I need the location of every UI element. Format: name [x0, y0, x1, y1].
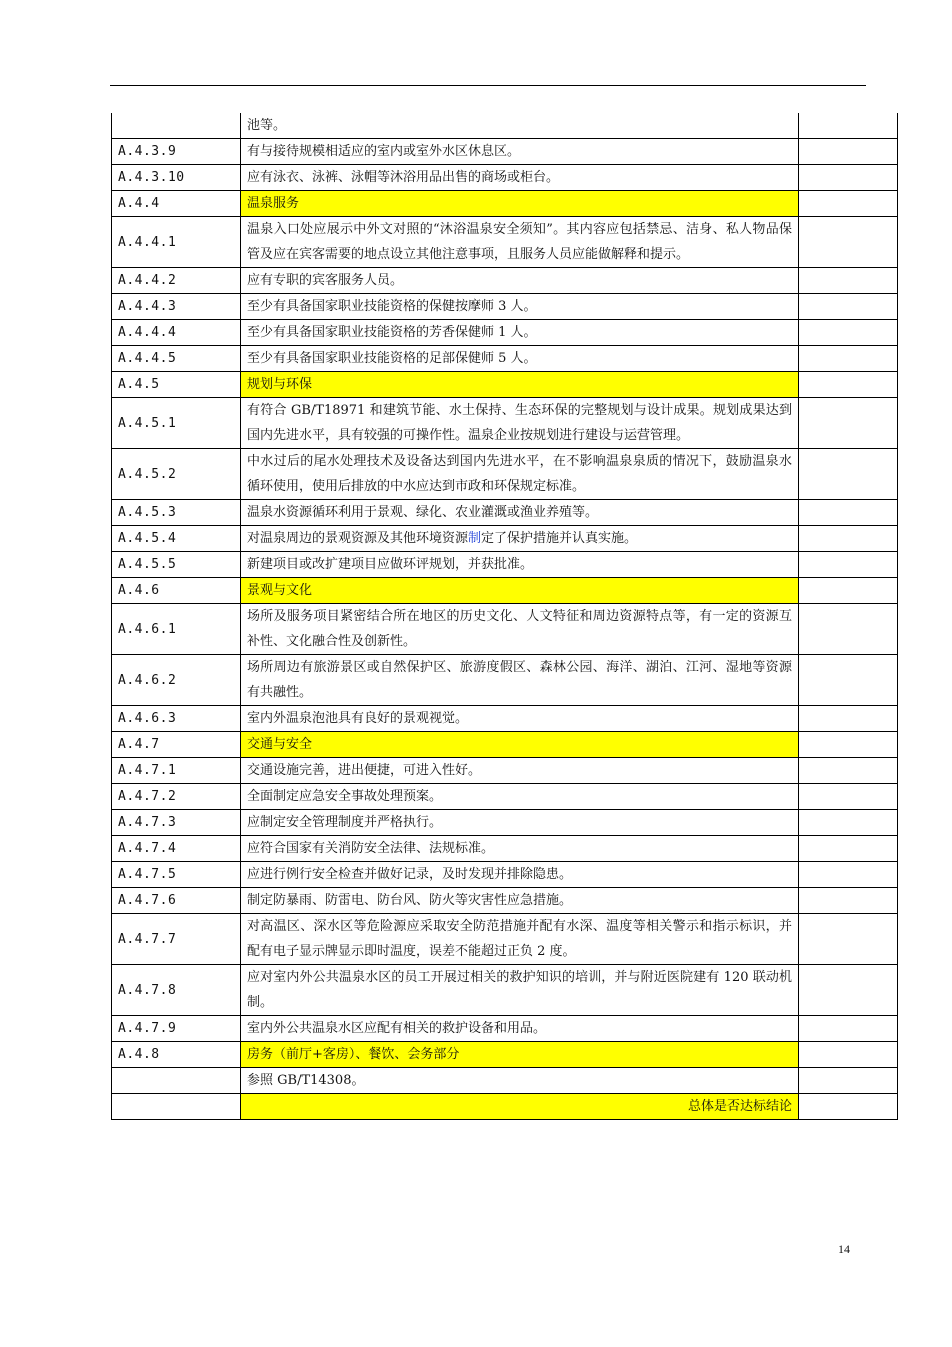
item-code: A.4.3.10 [112, 165, 241, 191]
item-code: A.4.7.5 [112, 862, 241, 888]
overall-conclusion-row [112, 1094, 898, 1120]
item-text [241, 526, 799, 552]
item-code [112, 1068, 241, 1094]
result-cell [799, 165, 898, 191]
item-text: 对高温区、深水区等危险源应采取安全防范措施并配有水深、温度等相关警示和指示标识，并配有电子显示牌显示即时温度，误差不能超过正负 2 度。 [241, 914, 799, 965]
item-text: 至少有具备国家职业技能资格的足部保健师 5 人。 [241, 346, 799, 372]
item-text-part: 定了保护措施并认真实施。 [481, 531, 638, 546]
section-row-planning-environment [112, 372, 898, 398]
table-row [112, 500, 898, 526]
section-code: A.4.5 [112, 372, 241, 398]
item-text: 全面制定应急安全事故处理预案。 [241, 784, 799, 810]
table-row [112, 449, 898, 500]
table-row [112, 655, 898, 706]
item-code: A.4.7.6 [112, 888, 241, 914]
item-code: A.4.4.3 [112, 294, 241, 320]
result-cell [799, 526, 898, 552]
result-cell [799, 552, 898, 578]
item-text: 室内外公共温泉水区应配有相关的救护设备和用品。 [241, 1016, 799, 1042]
result-cell [799, 862, 898, 888]
item-code: A.4.5.4 [112, 526, 241, 552]
result-cell [799, 888, 898, 914]
item-code: A.4.5.5 [112, 552, 241, 578]
item-text: 室内外温泉泡池具有良好的景观视觉。 [241, 706, 799, 732]
result-cell [799, 294, 898, 320]
result-cell [799, 191, 898, 217]
result-cell [799, 320, 898, 346]
table-row [112, 888, 898, 914]
section-row-traffic-safety [112, 732, 898, 758]
item-code: A.4.5.1 [112, 398, 241, 449]
item-code [112, 1094, 241, 1120]
item-text: 新建项目或改扩建项目应做环评规划，并获批准。 [241, 552, 799, 578]
table-row [112, 346, 898, 372]
result-cell [799, 1094, 898, 1120]
section-title: 规划与环保 [241, 372, 799, 398]
item-text: 应有泳衣、泳裤、泳帽等沐浴用品出售的商场或柜台。 [241, 165, 799, 191]
item-text: 应符合国家有关消防安全法律、法规标准。 [241, 836, 799, 862]
header-rule [110, 85, 866, 86]
item-code: A.4.7.1 [112, 758, 241, 784]
table-row [112, 1016, 898, 1042]
item-code: A.4.7.2 [112, 784, 241, 810]
table-row [112, 268, 898, 294]
item-text: 温泉入口处应展示中外文对照的“沐浴温泉安全须知”。其内容应包括禁忌、洁身、私人物品保管及应在宾客需要的地点设立其他注意事项，且服务人员应能做解释和提示。 [241, 217, 799, 268]
result-cell [799, 1068, 898, 1094]
table-row [112, 1068, 898, 1094]
table-row [112, 217, 898, 268]
table-row [112, 914, 898, 965]
section-title: 景观与文化 [241, 578, 799, 604]
result-cell [799, 758, 898, 784]
table-row [112, 552, 898, 578]
result-cell [799, 449, 898, 500]
table-row [112, 965, 898, 1016]
table-row [112, 836, 898, 862]
result-cell [799, 604, 898, 655]
result-cell [799, 810, 898, 836]
item-code: A.4.6.1 [112, 604, 241, 655]
item-code: A.4.4.4 [112, 320, 241, 346]
item-text: 应制定安全管理制度并严格执行。 [241, 810, 799, 836]
item-code: A.4.7.8 [112, 965, 241, 1016]
result-cell [799, 784, 898, 810]
item-text: 温泉水资源循环利用于景观、绿化、农业灌溉或渔业养殖等。 [241, 500, 799, 526]
section-code: A.4.7 [112, 732, 241, 758]
result-cell [799, 398, 898, 449]
result-cell [799, 914, 898, 965]
section-row-hot-spring-service [112, 191, 898, 217]
result-cell [799, 372, 898, 398]
section-title: 温泉服务 [241, 191, 799, 217]
table-row [112, 165, 898, 191]
table-row [112, 862, 898, 888]
result-cell [799, 139, 898, 165]
item-code: A.4.5.3 [112, 500, 241, 526]
item-text: 有符合 GB/T18971 和建筑节能、水土保持、生态环保的完整规划与设计成果。规划成果达到国内先进水平，具有较强的可操作性。温泉企业按规划进行建设与运营管理。 [241, 398, 799, 449]
table-row [112, 810, 898, 836]
item-code: A.4.7.3 [112, 810, 241, 836]
item-text-part: 对温泉周边的景观资源及其他环境资源 [247, 531, 469, 546]
item-code: A.4.3.9 [112, 139, 241, 165]
result-cell [799, 1016, 898, 1042]
item-code: A.4.4.1 [112, 217, 241, 268]
item-code: A.4.6.2 [112, 655, 241, 706]
item-code: A.4.5.2 [112, 449, 241, 500]
item-code: A.4.4.2 [112, 268, 241, 294]
result-cell [799, 217, 898, 268]
result-cell [799, 113, 898, 139]
result-cell [799, 836, 898, 862]
result-cell [799, 268, 898, 294]
item-text: 有与接待规模相适应的室内或室外水区休息区。 [241, 139, 799, 165]
table-row [112, 706, 898, 732]
item-text: 交通设施完善，进出便捷，可进入性好。 [241, 758, 799, 784]
item-code [112, 113, 241, 139]
item-text: 应对室内外公共温泉水区的员工开展过相关的救护知识的培训，并与附近医院建有 120 联动机制。 [241, 965, 799, 1016]
page-number: 14 [838, 1242, 850, 1256]
section-code: A.4.4 [112, 191, 241, 217]
section-code: A.4.8 [112, 1042, 241, 1068]
section-code: A.4.6 [112, 578, 241, 604]
result-cell [799, 500, 898, 526]
table-row [112, 784, 898, 810]
section-row-rooms-dining-meetings [112, 1042, 898, 1068]
item-text: 至少有具备国家职业技能资格的保健按摩师 3 人。 [241, 294, 799, 320]
table-row [112, 604, 898, 655]
table-row [112, 398, 898, 449]
result-cell [799, 655, 898, 706]
item-text: 应进行例行安全检查并做好记录，及时发现并排除隐患。 [241, 862, 799, 888]
result-cell [799, 706, 898, 732]
table-row [112, 294, 898, 320]
result-cell [799, 578, 898, 604]
result-cell [799, 732, 898, 758]
item-code: A.4.4.5 [112, 346, 241, 372]
section-row-landscape-culture [112, 578, 898, 604]
result-cell [799, 965, 898, 1016]
item-text: 应有专职的宾客服务人员。 [241, 268, 799, 294]
result-cell [799, 1042, 898, 1068]
standard-requirements-table [111, 113, 898, 1120]
table-row [112, 139, 898, 165]
section-title: 交通与安全 [241, 732, 799, 758]
table-row [112, 113, 898, 139]
item-text: 制定防暴雨、防雷电、防台风、防火等灾害性应急措施。 [241, 888, 799, 914]
item-text: 中水过后的尾水处理技术及设备达到国内先进水平，在不影响温泉泉质的情况下，鼓励温泉水循环使用，使用后排放的中水应达到市政和环保规定标准。 [241, 449, 799, 500]
item-code: A.4.6.3 [112, 706, 241, 732]
result-cell [799, 346, 898, 372]
item-text: 参照 GB/T14308。 [241, 1068, 799, 1094]
section-title: 房务（前厅+客房）、餐饮、会务部分 [241, 1042, 799, 1068]
table-row [112, 526, 898, 552]
item-code: A.4.7.4 [112, 836, 241, 862]
item-text: 至少有具备国家职业技能资格的芳香保健师 1 人。 [241, 320, 799, 346]
item-code: A.4.7.7 [112, 914, 241, 965]
item-code: A.4.7.9 [112, 1016, 241, 1042]
item-text: 场所周边有旅游景区或自然保护区、旅游度假区、森林公园、海洋、湖泊、江河、湿地等资源有共融性。 [241, 655, 799, 706]
overall-conclusion-label: 总体是否达标结论 [241, 1094, 799, 1120]
item-text-blue-char: 制 [468, 531, 482, 546]
item-text: 池等。 [241, 113, 799, 139]
table-row [112, 758, 898, 784]
item-text: 场所及服务项目紧密结合所在地区的历史文化、人文特征和周边资源特点等，有一定的资源互补性、文化融合性及创新性。 [241, 604, 799, 655]
table-row [112, 320, 898, 346]
